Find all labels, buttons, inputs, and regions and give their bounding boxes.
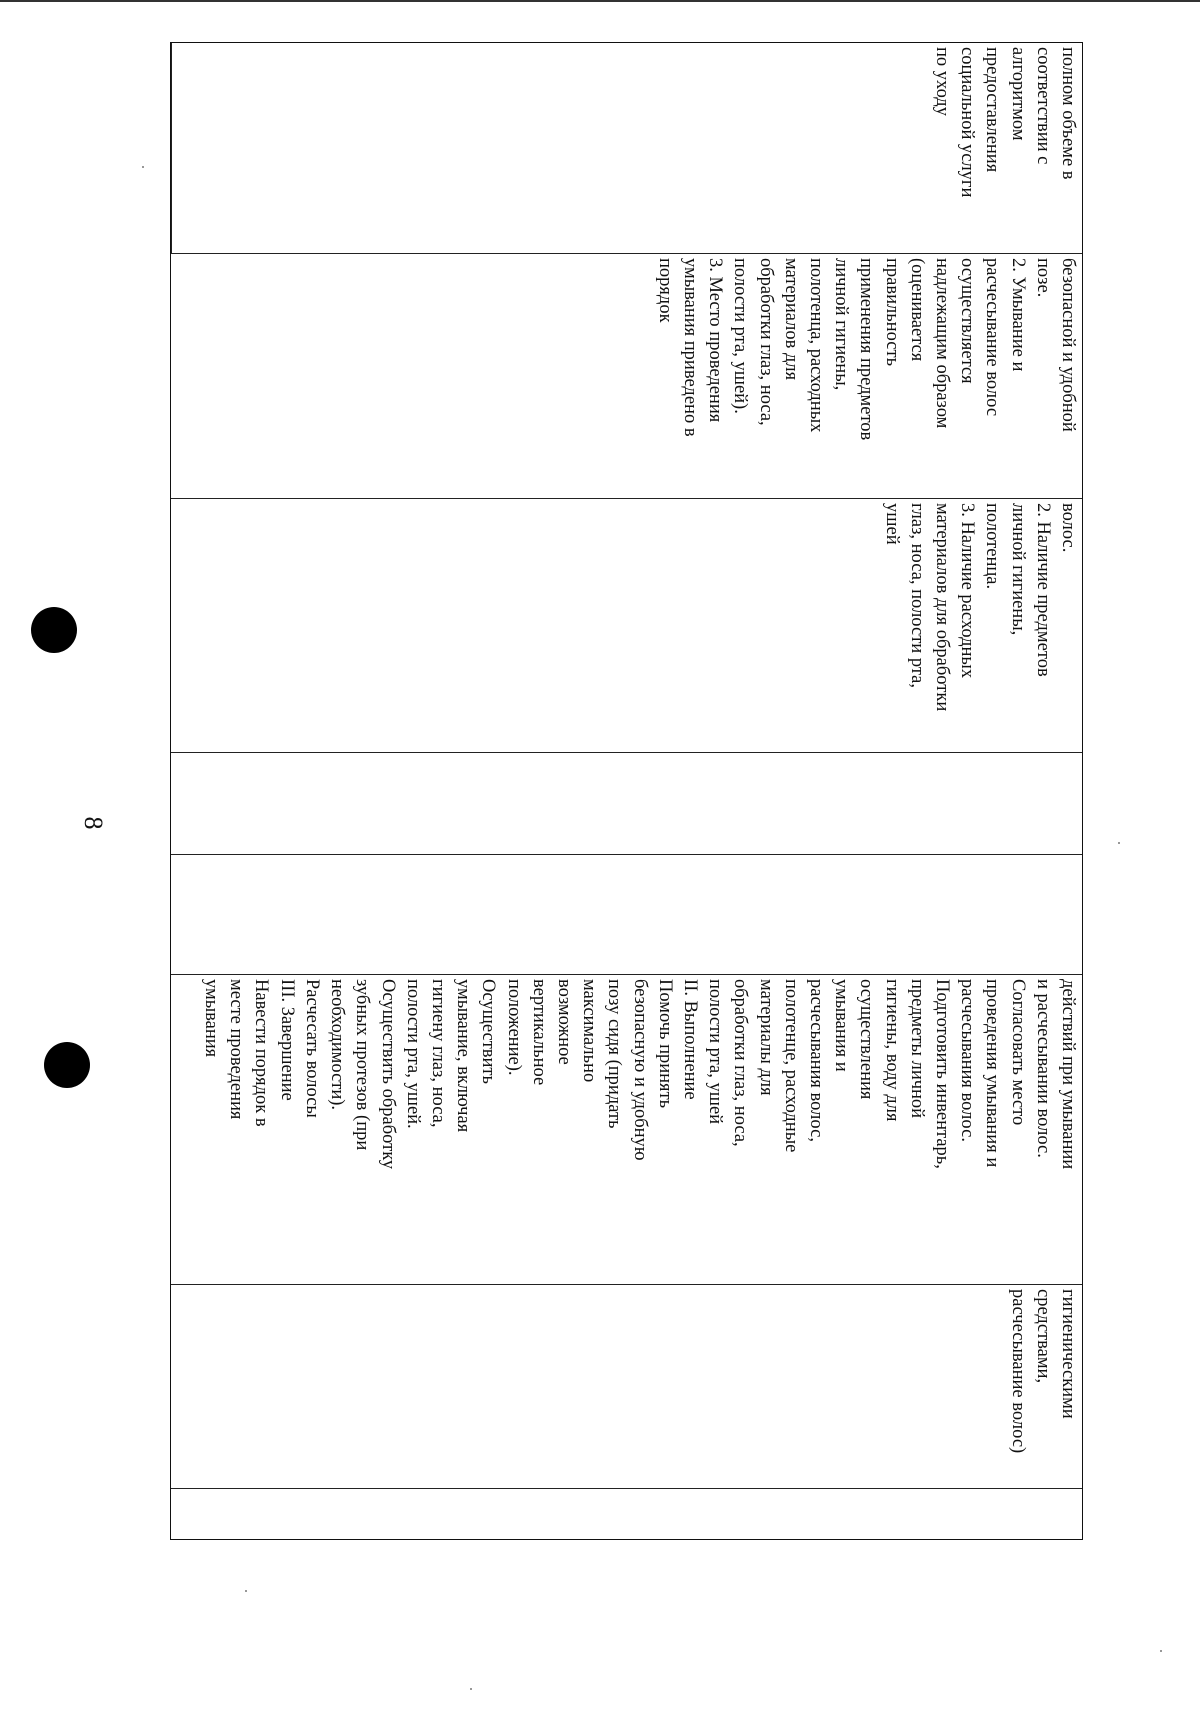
cell-text: полном объеме в соответствии с алгоритмом предоставления социальной услуги по уходу: [931, 47, 1078, 198]
scan-speck: [142, 166, 144, 168]
table-row: [171, 43, 1082, 253]
table-row: [171, 974, 1082, 1284]
cell-text: гигиеническими средствами, расчесывание волос): [1007, 1289, 1078, 1454]
table-row: [171, 498, 1082, 752]
scan-speck: [1160, 1650, 1162, 1652]
table-cell: [171, 499, 1084, 753]
rotated-service-table: [170, 42, 1083, 1540]
cell-text: безопасной и удобной позе. 2. Умывание и расчесывание волос осуществляется надлежащим образом (оценивается правильность применения предметов личной гигиены, полотенца, расходных материалов для обработки глаз, носа, полости рта, ушей). 3. Место проведения умывания приведено в порядок: [654, 258, 1078, 441]
scan-speck: [1118, 842, 1120, 844]
table-cell: [171, 753, 1084, 855]
table-cell: [171, 1285, 1084, 1489]
cell-text: [1080, 753, 1084, 757]
scan-top-edge: [0, 0, 1200, 2]
table-row: [171, 253, 1082, 498]
table-cell: [171, 975, 1084, 1285]
punch-hole-bottom: [44, 1042, 90, 1088]
scan-speck: [245, 1590, 247, 1592]
table-row: [171, 854, 1082, 974]
cell-text: [1080, 855, 1084, 859]
scan-speck: [470, 1688, 472, 1690]
table-cell: [171, 855, 1084, 975]
cell-text: действий при умывании и расчесывании волос. Согласовать место проведения умывания и расчесывания волос. Подготовить инвентарь, предметы личной гигиены, воду для осуществления умывания и расчесывания волос, полотенце, расходные материалы для обработки глаз, носа, полости рта, ушей II. Выполнение Помочь принять безопасную и удобную позу сидя (придать максимально возможное вертикальное положение). Осуществить умывание, включая гигиену глаз, носа, полости рта, ушей. Осуществить обработку зубных протезов (при необходимости). Расчесать волосы III. Завершение Навести порядок в месте проведения умывания: [201, 979, 1078, 1170]
table-row: [171, 752, 1082, 854]
cell-text: волос. 2. Наличие предметов личной гигиены, полотенца. 3. Наличие расходных материалов для обработки глаз, носа, полости рта, ушей: [881, 503, 1078, 712]
table-row: [171, 1284, 1082, 1488]
table-cell: [171, 1489, 1084, 1540]
cell-text: [1080, 1489, 1084, 1493]
table-cell: [171, 254, 1084, 499]
table-cell: [171, 43, 1084, 253]
table-row: [171, 1488, 1082, 1539]
page-number: 8: [79, 816, 108, 830]
punch-hole-top: [31, 607, 77, 653]
